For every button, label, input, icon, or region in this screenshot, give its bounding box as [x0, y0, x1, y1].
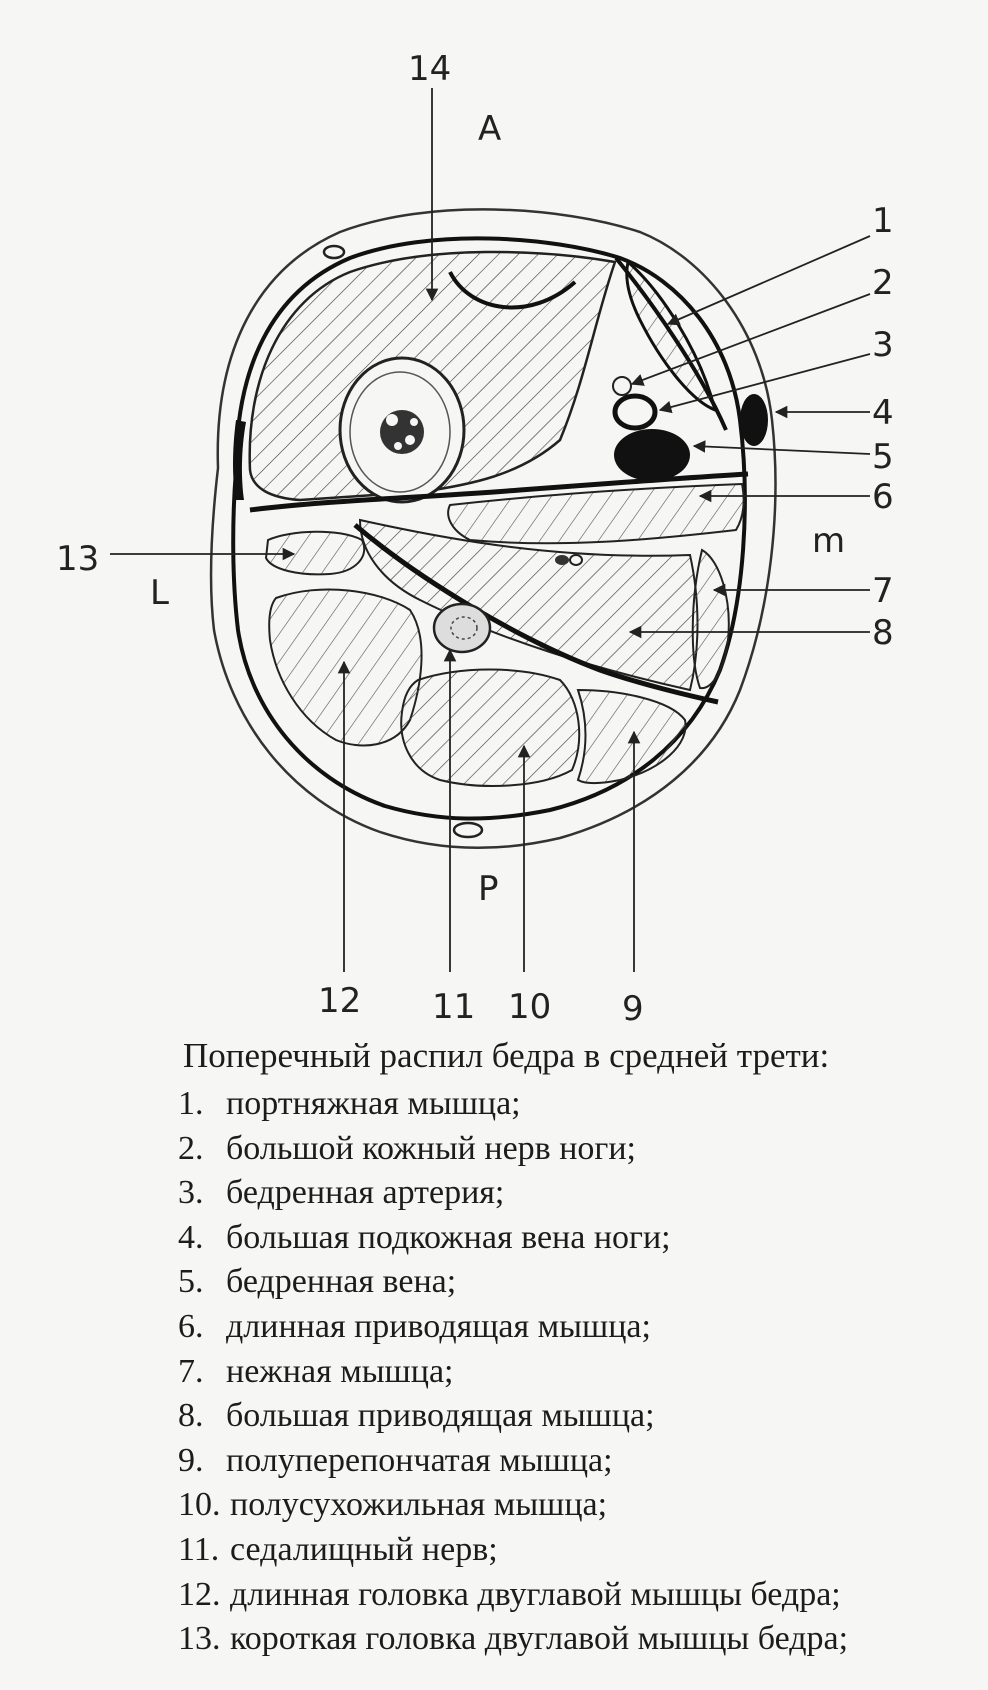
label-medial: m: [812, 521, 846, 561]
great-saphenous-vein: [740, 394, 768, 446]
label-8: 8: [872, 613, 894, 653]
semitendinosus: [401, 670, 579, 786]
label-13: 13: [56, 539, 100, 579]
label-anterior: A: [478, 109, 502, 149]
legend-text: большая подкожная вена ноги;: [226, 1218, 671, 1256]
legend-number: 10.: [178, 1486, 221, 1524]
label-1: 1: [872, 201, 894, 241]
label-6: 6: [872, 477, 894, 517]
legend-item: [178, 1483, 848, 1528]
legend-text: полуперепончатая мышца;: [226, 1441, 613, 1479]
legend-number: 8.: [178, 1397, 204, 1435]
legend-text: большая приводящая мышца;: [226, 1397, 655, 1435]
legend-text: полусухожильная мышца;: [230, 1486, 608, 1524]
legend-number: 9.: [178, 1441, 204, 1479]
legend-number: 6.: [178, 1307, 204, 1345]
saphenous-nerve: [613, 377, 631, 395]
legend-item: [178, 1260, 848, 1305]
label-3: 3: [872, 325, 894, 365]
legend-item: [178, 1394, 848, 1439]
legend-text: короткая головка двуглавой мышцы бедра;: [230, 1620, 849, 1658]
legend-list: [178, 1082, 848, 1662]
femoral-vein: [614, 429, 690, 481]
label-14: 14: [408, 49, 452, 89]
legend-item: [178, 1439, 848, 1484]
legend-text: длинная приводящая мышца;: [226, 1307, 651, 1345]
semimembranosus: [578, 690, 686, 783]
superficial-vessel-anterior: [324, 246, 344, 258]
figure-caption: Поперечный распил бедра в средней трети:: [183, 1036, 830, 1075]
label-4: 4: [872, 393, 894, 433]
legend-number: 1.: [178, 1085, 204, 1122]
legend-text: портняжная мышца;: [226, 1085, 521, 1122]
label-lateral: L: [150, 573, 169, 613]
legend-item: [178, 1082, 848, 1127]
legend-text: бедренная артерия;: [226, 1174, 505, 1212]
legend-item: [178, 1216, 848, 1261]
legend-item: [178, 1528, 848, 1573]
superficial-vessel-posterior: [454, 823, 482, 837]
label-2: 2: [872, 263, 894, 303]
legend-text: большой кожный нерв ноги;: [226, 1129, 636, 1167]
legend-text: седалищный нерв;: [230, 1530, 498, 1568]
sciatic-nerve: [434, 604, 490, 652]
legend-item: [178, 1350, 848, 1395]
fascia-lateral-thickening: [233, 420, 246, 500]
legend-text: длинная головка двуглавой мышцы бедра;: [230, 1575, 841, 1613]
label-5: 5: [872, 437, 894, 477]
label-posterior: P: [478, 869, 499, 909]
femoral-artery: [615, 396, 655, 428]
label-10: 10: [508, 987, 552, 1027]
legend-item: [178, 1127, 848, 1172]
gracilis-muscle: [693, 550, 729, 688]
legend-item: [178, 1171, 848, 1216]
profunda-vessel-2: [570, 555, 582, 565]
label-7: 7: [872, 571, 894, 611]
label-9: 9: [622, 989, 644, 1029]
legend-number: 13.: [178, 1620, 221, 1658]
legend-text: бедренная вена;: [226, 1263, 457, 1301]
biceps-short-head: [266, 532, 364, 575]
biceps-long-head: [269, 589, 421, 745]
bone-marrow: [380, 410, 424, 454]
legend-item: [178, 1305, 848, 1350]
legend-number: 5.: [178, 1263, 204, 1301]
legend-item: [178, 1617, 848, 1662]
legend-number: 12.: [178, 1575, 221, 1613]
legend-text: нежная мышца;: [226, 1352, 454, 1390]
legend-number: 4.: [178, 1218, 204, 1256]
label-12: 12: [318, 981, 362, 1021]
legend-item: [178, 1573, 848, 1618]
profunda-vessel-1: [555, 555, 569, 565]
legend-number: 7.: [178, 1352, 204, 1390]
legend-number: 3.: [178, 1174, 204, 1212]
legend-number: 2.: [178, 1129, 204, 1167]
label-11: 11: [432, 987, 476, 1027]
legend-number: 11.: [178, 1530, 220, 1568]
